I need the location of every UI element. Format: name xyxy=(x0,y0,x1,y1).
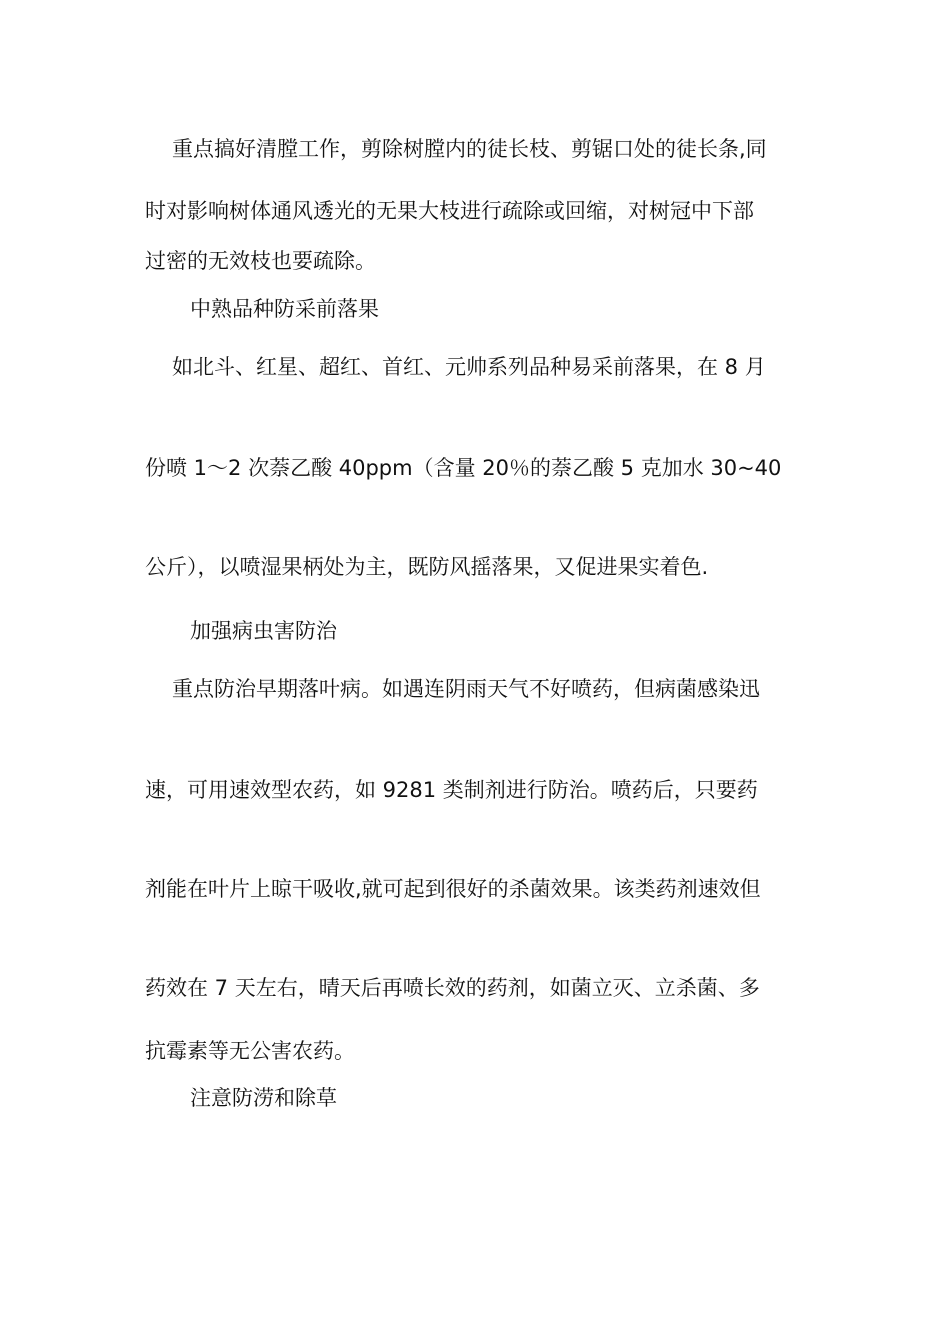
paragraph-line: 过密的无效枝也要疏除。 xyxy=(145,249,376,273)
paragraph-line: 重点搞好清膛工作，剪除树膛内的徒长枝、剪锯口处的徒长条,同 xyxy=(172,137,767,161)
section-heading: 注意防涝和除草 xyxy=(190,1086,337,1110)
section-heading: 中熟品种防采前落果 xyxy=(190,297,379,321)
paragraph-line: 速，可用速效型农药，如 9281 类制剂进行防治。喷药后，只要药 xyxy=(145,778,758,802)
paragraph-line: 重点防治早期落叶病。如遇连阴雨天气不好喷药，但病菌感染迅 xyxy=(172,677,760,701)
paragraph-line: 公斤），以喷湿果柄处为主，既防风摇落果，又促进果实着色. xyxy=(145,555,709,579)
paragraph-line: 份喷 1～2 次萘乙酸 40ppm（含量 20％的萘乙酸 5 克加水 30~40 xyxy=(145,456,782,480)
paragraph-line: 抗霉素等无公害农药。 xyxy=(145,1039,355,1063)
paragraph-line: 剂能在叶片上晾干吸收,就可起到很好的杀菌效果。该类药剂速效但 xyxy=(145,877,761,901)
paragraph-line: 如北斗、红星、超红、首红、元帅系列品种易采前落果，在 8 月 xyxy=(172,355,766,379)
section-heading: 加强病虫害防治 xyxy=(190,619,337,643)
paragraph-line: 时对影响树体通风透光的无果大枝进行疏除或回缩，对树冠中下部 xyxy=(145,199,754,223)
paragraph-line: 药效在 7 天左右，晴天后再喷长效的药剂，如菌立灭、立杀菌、多 xyxy=(145,976,760,1000)
